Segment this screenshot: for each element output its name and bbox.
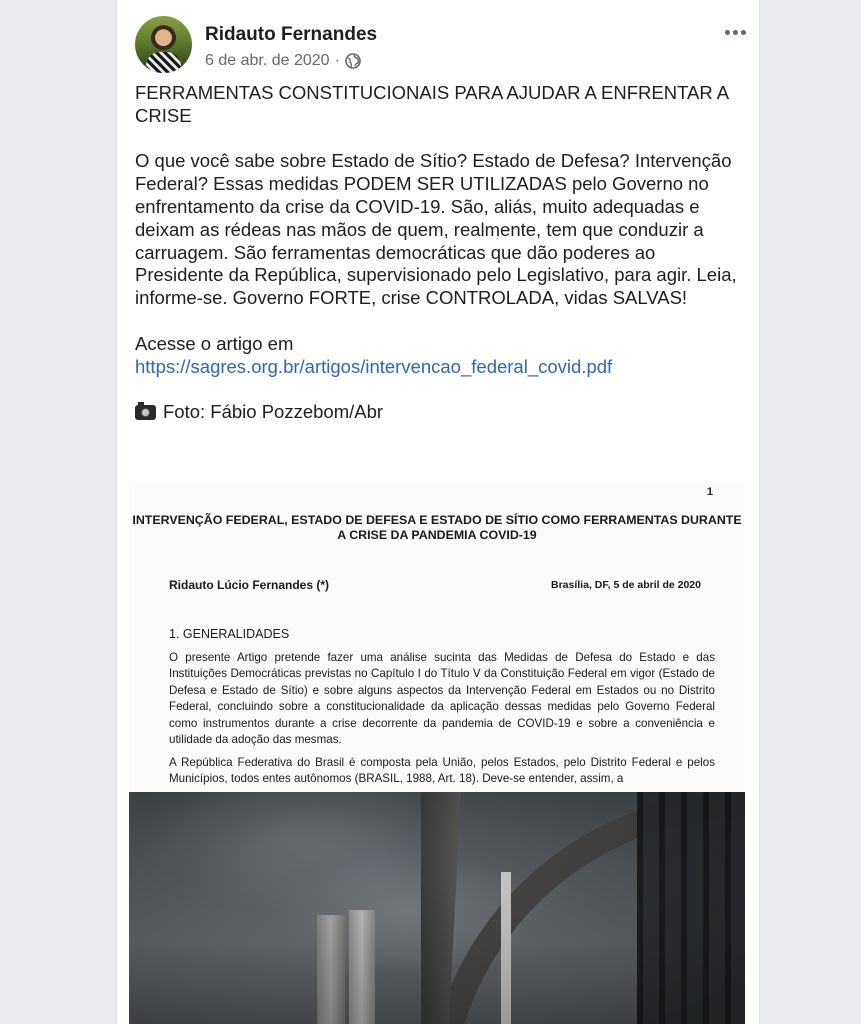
document-preview [129,482,745,792]
document-place-date: Brasília, DF, 5 de abril de 2020 [551,579,701,591]
post-image[interactable] [129,482,745,1024]
meta-separator: · [334,52,340,69]
document-paragraph-2: A República Federativa do Brasil é composta pela União, pelos Estados, pelo Distrito Federal e pelos Municípios, todos entes autônomos (BRASIL, 1988, Art. 18). Deve-se entender, assim, a [169,756,715,786]
link-prefix: Acesse o artigo em [135,332,294,354]
photo-credit-text: Foto: Fábio Pozzebom/Abr [163,401,384,423]
post-link-line [135,333,745,379]
more-options-icon[interactable] [723,22,747,42]
document-section-heading: 1. GENERALIDADES [169,627,290,641]
document-title: INTERVENÇÃO FEDERAL, ESTADO DE DEFESA E ESTADO DE SÍTIO COMO FERRAMENTAS DURANTE A CRISE DA PANDEMIA COVID-19 [132,513,742,542]
post-body: O que você sabe sobre Estado de Sítio? Estado de Defesa? Intervenção Federal? Essas medidas PODEM SER UTILIZADAS pelo Governo no enfrentamento da crise da COVID-19. São, aliás, muito adequadas e deixam as rédeas nas mãos de quem, realmente, tem que conduzir a carruagem. São ferramentas democráticas que dão poderes ao Presidente da República, supervisionado pelo Legislativo, para agir. Leia, informe-se. Governo FORTE, crise CONTROLADA, vidas SALVAS! [135,150,737,309]
post-text [135,82,745,447]
globe-icon[interactable] [345,53,361,69]
avatar[interactable] [135,16,192,73]
camera-icon [135,405,156,420]
document-page-number: 1 [706,486,713,498]
post-header [135,16,747,76]
post-meta [205,52,361,70]
document-paragraph-1: O presente Artigo pretende fazer uma análise sucinta das Medidas de Defesa do Estado e das Instituições Democráticas previstas no Capítulo I do Título V da Constituição Federal em vigor (Estado de Defesa e Estado de Sítio) e sobre alguns aspectos da Intervenção Federal em Estados ou no Distrito Federal, concluindo sobre a constitucionalidade da aplicação dessas medidas pelo Governo Federal como instrumentos durante a crise decorrente da pandemia de COVID-19 e sobre a conveniência e utilidade da adoção das mesmas. [169,651,715,747]
brasilia-photo [129,792,745,1024]
post-date[interactable]: 6 de abr. de 2020 [205,52,330,69]
document-author: Ridauto Lúcio Fernandes (*) [169,578,330,592]
author-name[interactable]: Ridauto Fernandes [205,24,378,45]
post-headline: FERRAMENTAS CONSTITUCIONAIS PARA AJUDAR A ENFRENTAR A CRISE [135,82,729,126]
article-link[interactable]: https://sagres.org.br/artigos/intervencao_federal_covid.pdf [135,355,613,377]
photo-credit [135,401,745,424]
post-card [116,0,760,1024]
